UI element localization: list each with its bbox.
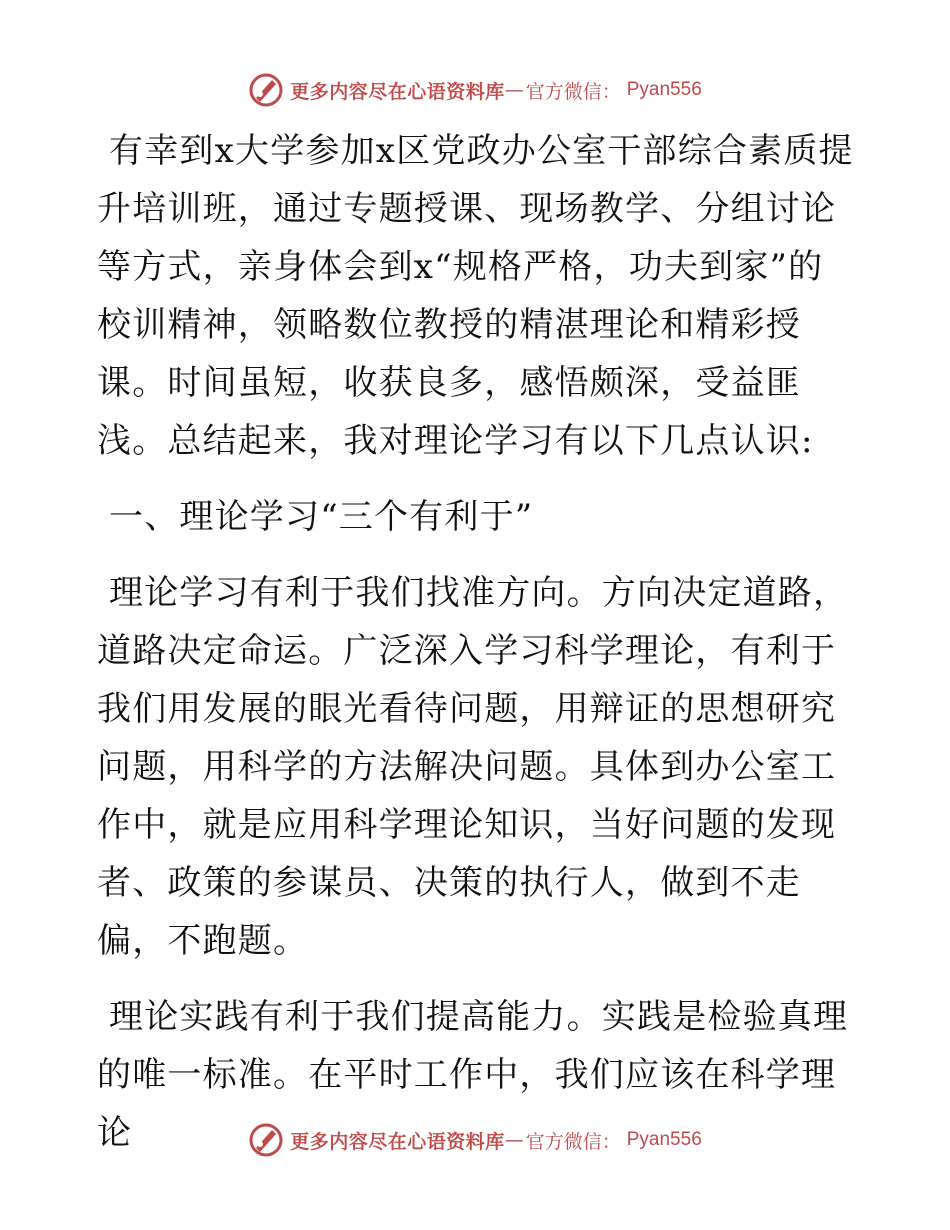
- footer-brand: 更多内容尽在心语资料库: [290, 1130, 505, 1153]
- pen-globe-icon: [248, 1122, 284, 1158]
- footer-wechat-label: 官方微信：: [525, 1130, 621, 1153]
- footer-banner: [0, 1120, 950, 1160]
- banner-brand: 更多内容尽在心语资料库: [290, 80, 505, 103]
- banner-wechat-id: Pyan556: [626, 79, 702, 100]
- pen-globe-icon: [248, 72, 284, 108]
- footer-separator: —: [504, 1129, 524, 1151]
- footer-wechat-id: Pyan556: [626, 1129, 702, 1150]
- body-paragraph-ability: 理论实践有利于我们提高能力。实践是检验真理的唯一标准。在平时工作中，我们应该在科学理论: [97, 997, 849, 1153]
- banner-separator: —: [504, 79, 524, 101]
- body-paragraph-direction: 理论学习有利于我们找准方向。方向决定道路，道路决定命运。广泛深入学习科学理论，有利于我们用发展的眼光看待问题，用辩证的思想研究问题，用科学的方法解决问题。具体到办公室工作中，就是应用科学理论知识，当好问题的发现者、政策的参谋员、决策的执行人，做到不走偏，不跑题。: [97, 573, 849, 961]
- document-body: [97, 122, 857, 1180]
- section-heading: 一、理论学习“三个有利于”: [109, 497, 534, 537]
- intro-paragraph: 有幸到x大学参加x区党政办公室干部综合素质提升培训班，通过专题授课、现场教学、分组讨论等方式，亲身体会到x“规格严格，功夫到家”的校训精神，领略数位教授的精湛理论和精彩授课。时间虽短，收获良多，感悟颇深，受益匪浅。总结起来，我对理论学习有以下几点认识:: [97, 131, 854, 461]
- banner-wechat-label: 官方微信：: [525, 80, 621, 103]
- header-banner: [0, 70, 950, 110]
